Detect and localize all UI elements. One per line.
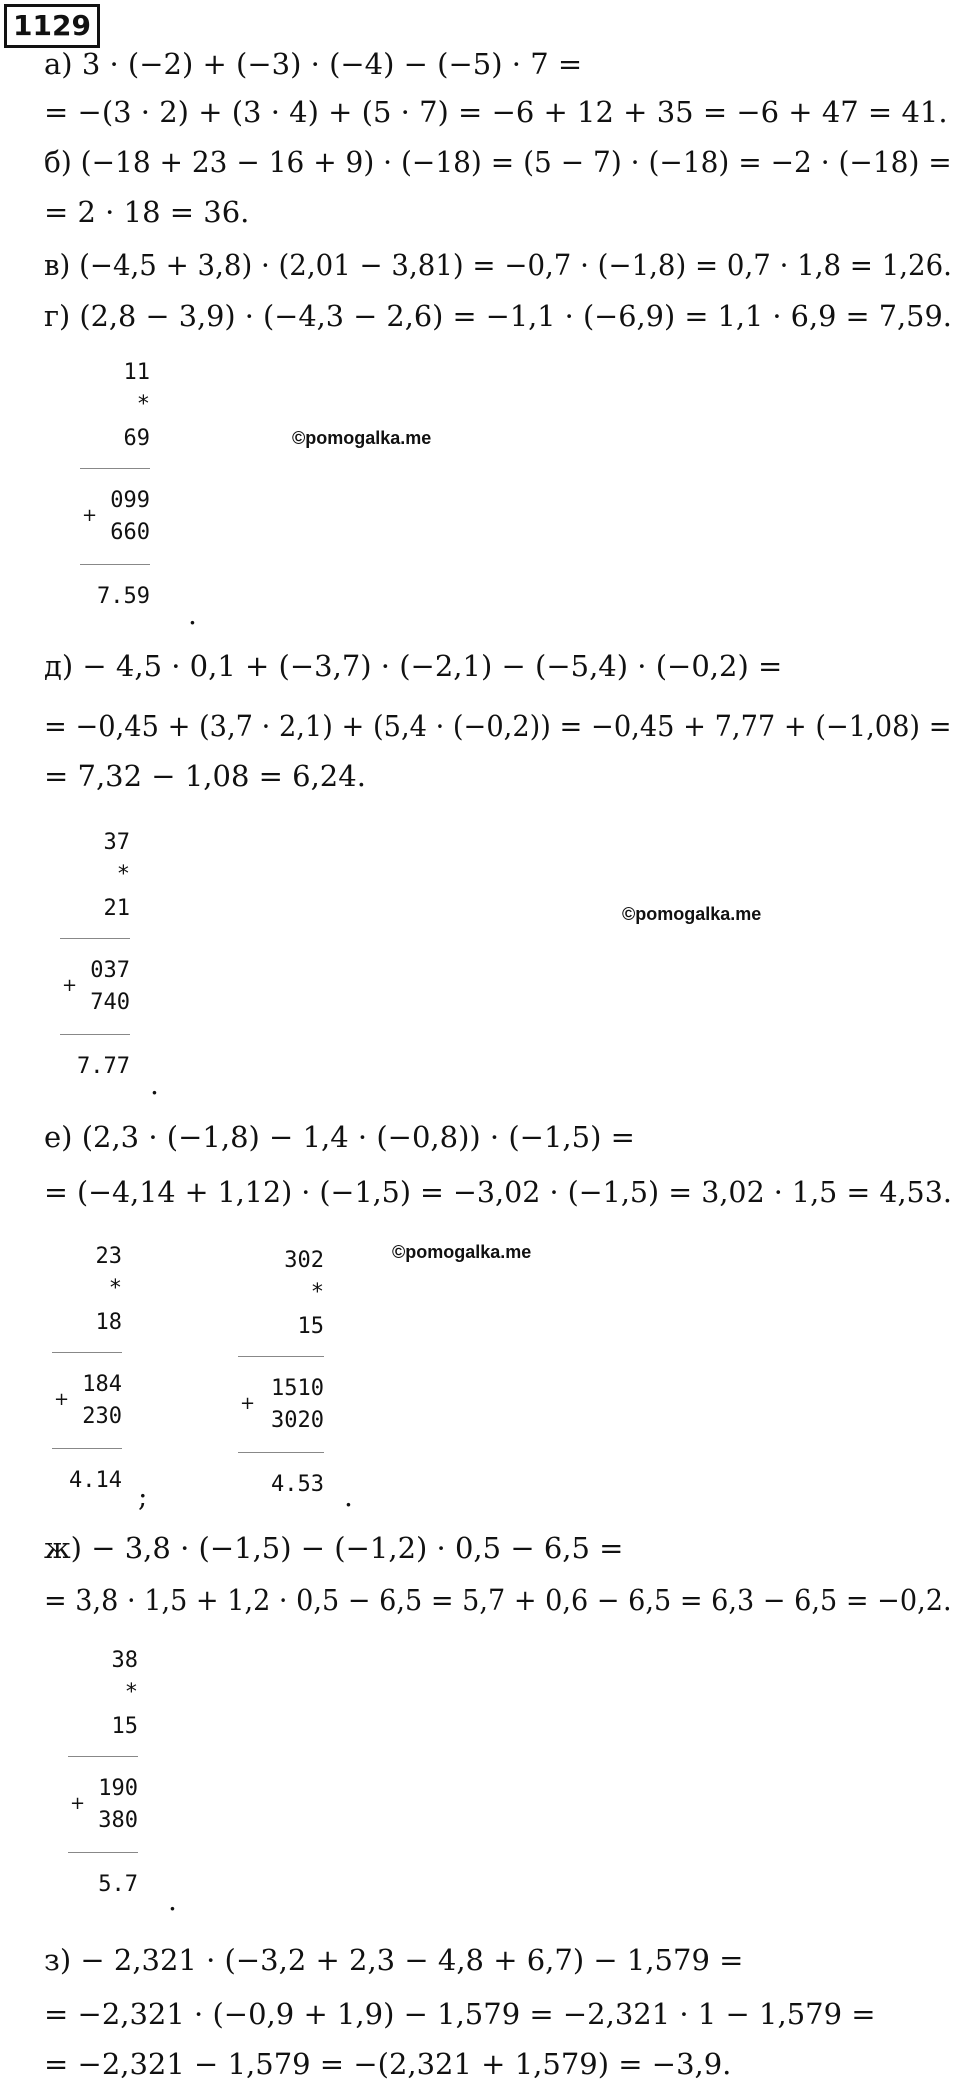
end-punctuation: ;: [138, 1480, 148, 1513]
watermark: ©pomogalka.me: [622, 904, 762, 924]
divider-line: [52, 1352, 122, 1353]
partial-product-1: 190: [98, 1776, 138, 1801]
plus-sign: +: [82, 505, 98, 526]
solution-line-a1: а) 3 · (−2) + (−3) · (−4) − (−5) · 7 =: [44, 47, 583, 81]
column-multiplication-5: [68, 1648, 138, 1898]
multiply-sign: *: [124, 1680, 138, 1705]
plus-sign: +: [240, 1393, 256, 1414]
divider-line: [238, 1452, 324, 1453]
solution-line-z3: = −2,321 − 1,579 = −(2,321 + 1,579) = −3,9.: [44, 2047, 732, 2081]
solution-line-zh1: ж) − 3,8 · (−1,5) − (−1,2) · 0,5 − 6,5 =: [44, 1531, 624, 1565]
multiplicand: 38: [111, 1648, 138, 1673]
solution-line-a2: = −(3 · 2) + (3 · 4) + (5 · 7) = −6 + 12 + 35 = −6 + 47 = 41.: [44, 95, 948, 129]
multiplier: 15: [111, 1714, 138, 1739]
partial-product-2: 660: [110, 520, 150, 545]
partial-product-1: 1510: [271, 1376, 324, 1401]
column-multiplication-2: [60, 830, 130, 1080]
multiplier: 21: [103, 896, 130, 921]
column-multiplication-3: [52, 1244, 122, 1494]
divider-line: [238, 1356, 324, 1357]
partial-product-1: 184: [82, 1372, 122, 1397]
multiplicand: 23: [95, 1244, 122, 1269]
partial-product-2: 380: [98, 1808, 138, 1833]
partial-product-2: 230: [82, 1404, 122, 1429]
multiply-sign: *: [310, 1280, 324, 1305]
product-result: 5.7: [98, 1872, 138, 1897]
product-result: 4.53: [271, 1472, 324, 1497]
multiplicand: 11: [123, 360, 150, 385]
product-result: 4.14: [69, 1468, 122, 1493]
solution-line-zh2: = 3,8 · 1,5 + 1,2 · 0,5 − 6,5 = 5,7 + 0,6 − 6,5 = 6,3 − 6,5 = −0,2.: [44, 1583, 952, 1617]
solution-line-d1: д) − 4,5 · 0,1 + (−3,7) · (−2,1) − (−5,4) · (−0,2) =: [44, 649, 783, 683]
watermark: ©pomogalka.me: [292, 428, 432, 448]
column-multiplication-1: [80, 360, 150, 610]
plus-sign: +: [70, 1793, 86, 1814]
solution-line-g1: г) (2,8 − 3,9) · (−4,3 − 2,6) = −1,1 · (−6,9) = 1,1 · 6,9 = 7,59.: [44, 299, 952, 333]
divider-line: [80, 468, 150, 469]
multiply-sign: *: [108, 1276, 122, 1301]
multiply-sign: *: [116, 862, 130, 887]
plus-sign: +: [62, 975, 78, 996]
solution-line-v1: в) (−4,5 + 3,8) · (2,01 − 3,81) = −0,7 · (−1,8) = 0,7 · 1,8 = 1,26.: [44, 248, 952, 282]
divider-line: [68, 1852, 138, 1853]
multiplier: 18: [95, 1310, 122, 1335]
end-punctuation: .: [344, 1480, 353, 1513]
partial-product-2: 740: [90, 990, 130, 1015]
end-punctuation: .: [150, 1068, 159, 1101]
solution-line-z1: з) − 2,321 · (−3,2 + 2,3 − 4,8 + 6,7) − 1,579 =: [44, 1943, 744, 1977]
problem-number-box: 1129: [4, 4, 100, 48]
column-multiplication-4: [238, 1248, 324, 1498]
solution-line-d2: = −0,45 + (3,7 · 2,1) + (5,4 · (−0,2)) = −0,45 + 7,77 + (−1,08) =: [44, 709, 952, 743]
divider-line: [60, 938, 130, 939]
multiplicand: 302: [284, 1248, 324, 1273]
product-result: 7.59: [97, 584, 150, 609]
end-punctuation: .: [188, 598, 197, 631]
multiplier: 69: [123, 426, 150, 451]
multiplicand: 37: [103, 830, 130, 855]
divider-line: [68, 1756, 138, 1757]
multiply-sign: *: [136, 392, 150, 417]
solution-line-d3: = 7,32 − 1,08 = 6,24.: [44, 759, 366, 793]
solution-line-z2: = −2,321 · (−0,9 + 1,9) − 1,579 = −2,321 · 1 − 1,579 =: [44, 1997, 876, 2031]
partial-product-1: 037: [90, 958, 130, 983]
solution-line-b1: б) (−18 + 23 − 16 + 9) · (−18) = (5 − 7) · (−18) = −2 · (−18) =: [44, 145, 952, 179]
solution-line-e1: е) (2,3 · (−1,8) − 1,4 · (−0,8)) · (−1,5) =: [44, 1120, 635, 1154]
watermark: ©pomogalka.me: [392, 1242, 532, 1262]
divider-line: [52, 1448, 122, 1449]
product-result: 7.77: [77, 1054, 130, 1079]
divider-line: [80, 564, 150, 565]
partial-product-1: 099: [110, 488, 150, 513]
divider-line: [60, 1034, 130, 1035]
solution-line-b2: = 2 · 18 = 36.: [44, 195, 250, 229]
solution-line-e2: = (−4,14 + 1,12) · (−1,5) = −3,02 · (−1,5) = 3,02 · 1,5 = 4,53.: [44, 1175, 952, 1209]
end-punctuation: .: [168, 1884, 177, 1917]
plus-sign: +: [54, 1389, 70, 1410]
partial-product-2: 3020: [271, 1408, 324, 1433]
multiplier: 15: [297, 1314, 324, 1339]
